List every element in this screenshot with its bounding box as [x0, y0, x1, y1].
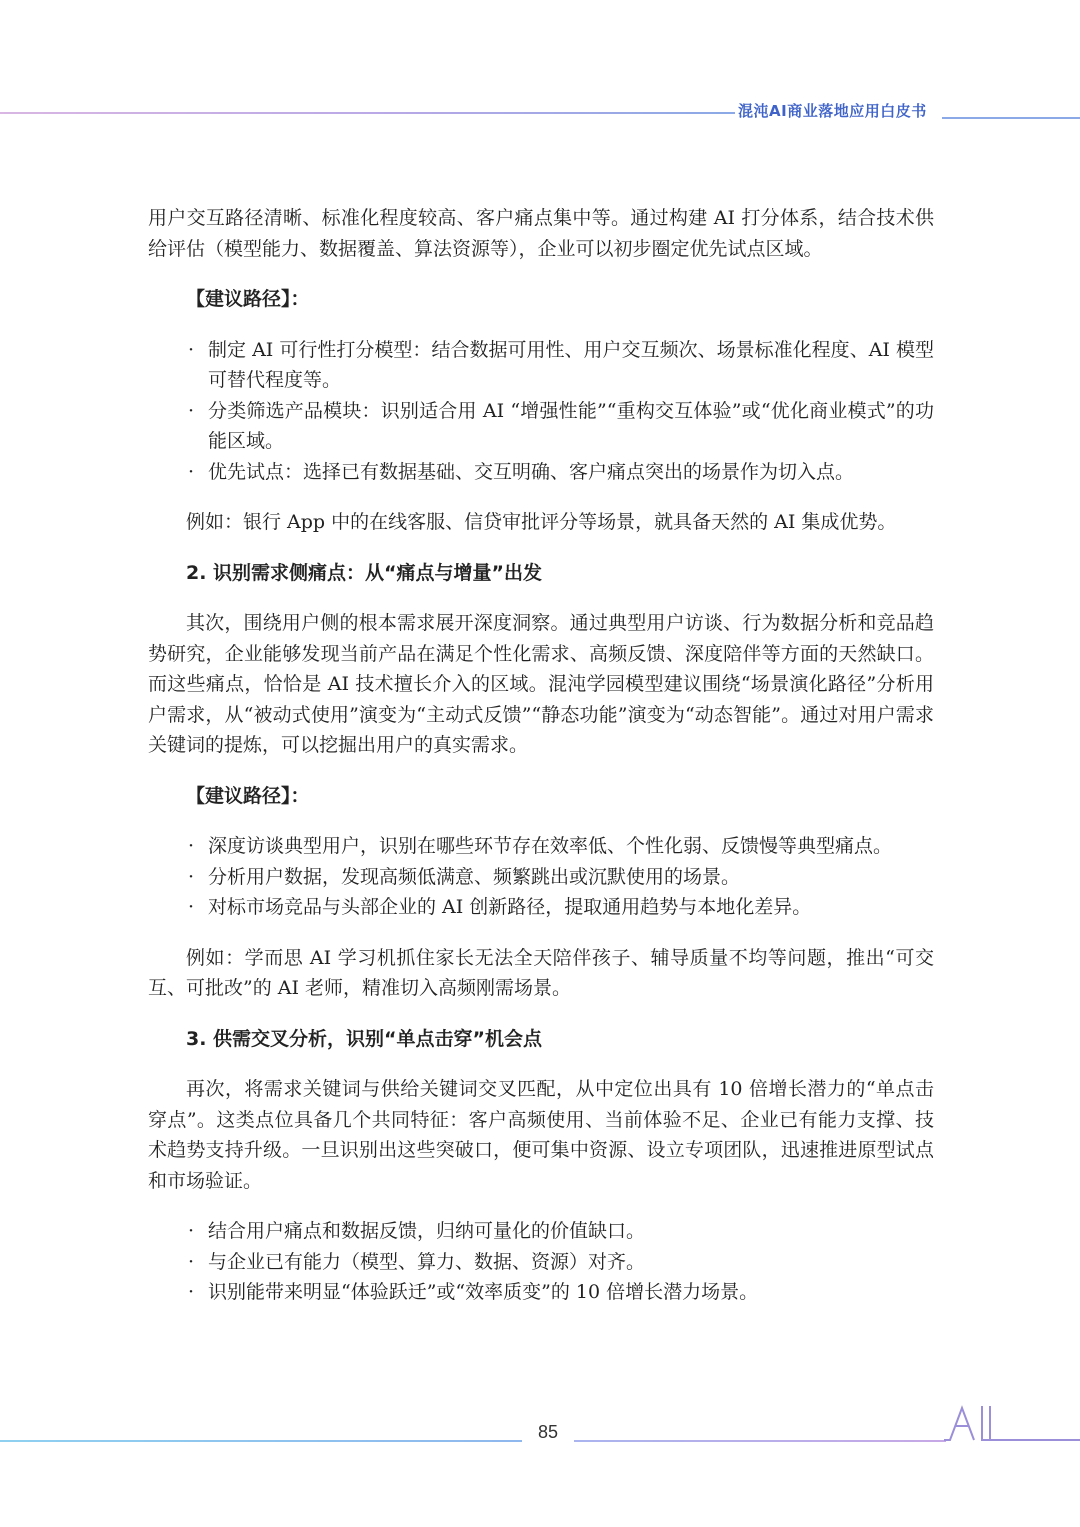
list-item — [188, 831, 934, 862]
list-item-text: 优先试点：选择已有数据基础、交互明确、客户痛点突出的场景作为切入点。 — [208, 460, 855, 483]
section3-heading: 3. 供需交叉分析，识别“单点击穿”机会点 — [186, 1027, 543, 1050]
list-item-text: 识别能带来明显“体验跃迁”或“效率质变”的 10 倍增长潜力场景。 — [208, 1281, 759, 1303]
section2-example: 例如：学而思 AI 学习机抓住家长无法全天陪伴孩子、辅导质量不均等问题，推出“可交互、可批改”的 AI 老师，精准切入高频刚需场景。 — [148, 946, 934, 999]
page-number: 85 — [537, 1422, 559, 1442]
list-item — [188, 1277, 934, 1308]
list-item — [188, 457, 934, 488]
list-item-text: 结合用户痛点和数据反馈，归纳可量化的价值缺口。 — [208, 1220, 646, 1242]
header-title: 混沌AI商业落地应用白皮书 — [738, 102, 927, 120]
list-item — [188, 396, 934, 457]
footer-divider-right — [574, 1440, 946, 1442]
list-item — [188, 892, 934, 923]
bullet-mark: · — [188, 896, 195, 918]
list-item — [188, 862, 934, 893]
intro-paragraph: 用户交互路径清晰、标准化程度较高、客户痛点集中等。通过构建 AI 打分体系，结合技术供给评估（模型能力、数据覆盖、算法资源等），企业可以初步圈定优先试点区域。 — [148, 207, 934, 260]
bullet-mark: · — [188, 1281, 195, 1303]
list-item-text: 与企业已有能力（模型、算力、数据、资源）对齐。 — [208, 1250, 646, 1273]
bullet-mark: · — [188, 865, 195, 888]
bullet-mark: · — [188, 1250, 195, 1273]
list-item — [188, 1247, 934, 1278]
list-item-text: 分类筛选产品模块：识别适合用 AI “增强性能”“重构交互体验”或“优化商业模式”的功能区域。 — [208, 399, 934, 452]
section2-subheading: 【建议路径】： — [186, 784, 310, 807]
section3-bullet-list — [148, 1216, 934, 1308]
block1-example: 例如：银行 App 中的在线客服、信贷审批评分等场景，就具备天然的 AI 集成优势。 — [186, 511, 897, 533]
bullet-mark: · — [188, 1220, 195, 1242]
header-divider-right — [942, 117, 1080, 119]
bullet-mark: · — [188, 399, 195, 422]
section2-paragraph: 其次，围绕用户侧的根本需求展开深度洞察。通过典型用户访谈、行为数据分析和竞品趋势研究，企业能够发现当前产品在满足个性化需求、高频反馈、深度陪伴等方面的天然缺口。而这些痛点，恰恰是 AI 技术擅长介入的区域。混沌学园模型建议围绕“场景演化路径”分析用户需求，从“被动式使用”演变为“主动式反馈”“静态功能”演变为“动态智能”。通过对用户需求关键词的提炼，可以挖掘出用户的真实需求。 — [148, 612, 934, 756]
list-item-text: 制定 AI 可行性打分模型：结合数据可用性、用户交互频次、场景标准化程度、AI 模型可替代程度等。 — [208, 338, 934, 391]
bullet-mark: · — [188, 338, 195, 361]
section2-bullet-list — [148, 831, 934, 923]
ai-logo-icon — [944, 1402, 1080, 1444]
block1-bullet-list — [148, 335, 934, 488]
list-item-text: 深度访谈典型用户，识别在哪些环节存在效率低、个性化弱、反馈慢等典型痛点。 — [208, 835, 893, 857]
bullet-mark: · — [188, 835, 195, 857]
bullet-mark: · — [188, 460, 195, 483]
list-item-text: 分析用户数据，发现高频低满意、频繁跳出或沉默使用的场景。 — [208, 865, 741, 888]
list-item — [188, 1216, 934, 1247]
list-item — [188, 335, 934, 396]
section3-paragraph: 再次，将需求关键词与供给关键词交叉匹配，从中定位出具有 10 倍增长潜力的“单点击穿点”。这类点位具备几个共同特征：客户高频使用、当前体验不足、企业已有能力支撑、技术趋势支持升级。一旦识别出这些突破口，便可集中资源、设立专项团队，迅速推进原型试点和市场验证。 — [148, 1078, 934, 1192]
section2-heading: 2. 识别需求侧痛点：从“痛点与增量”出发 — [186, 561, 543, 584]
page-content — [148, 203, 934, 1308]
list-item-text: 对标市场竞品与头部企业的 AI 创新路径，提取通用趋势与本地化差异。 — [208, 896, 812, 918]
block1-subheading: 【建议路径】： — [186, 288, 310, 310]
header-divider-left — [0, 112, 735, 114]
footer-divider-left — [0, 1440, 522, 1442]
